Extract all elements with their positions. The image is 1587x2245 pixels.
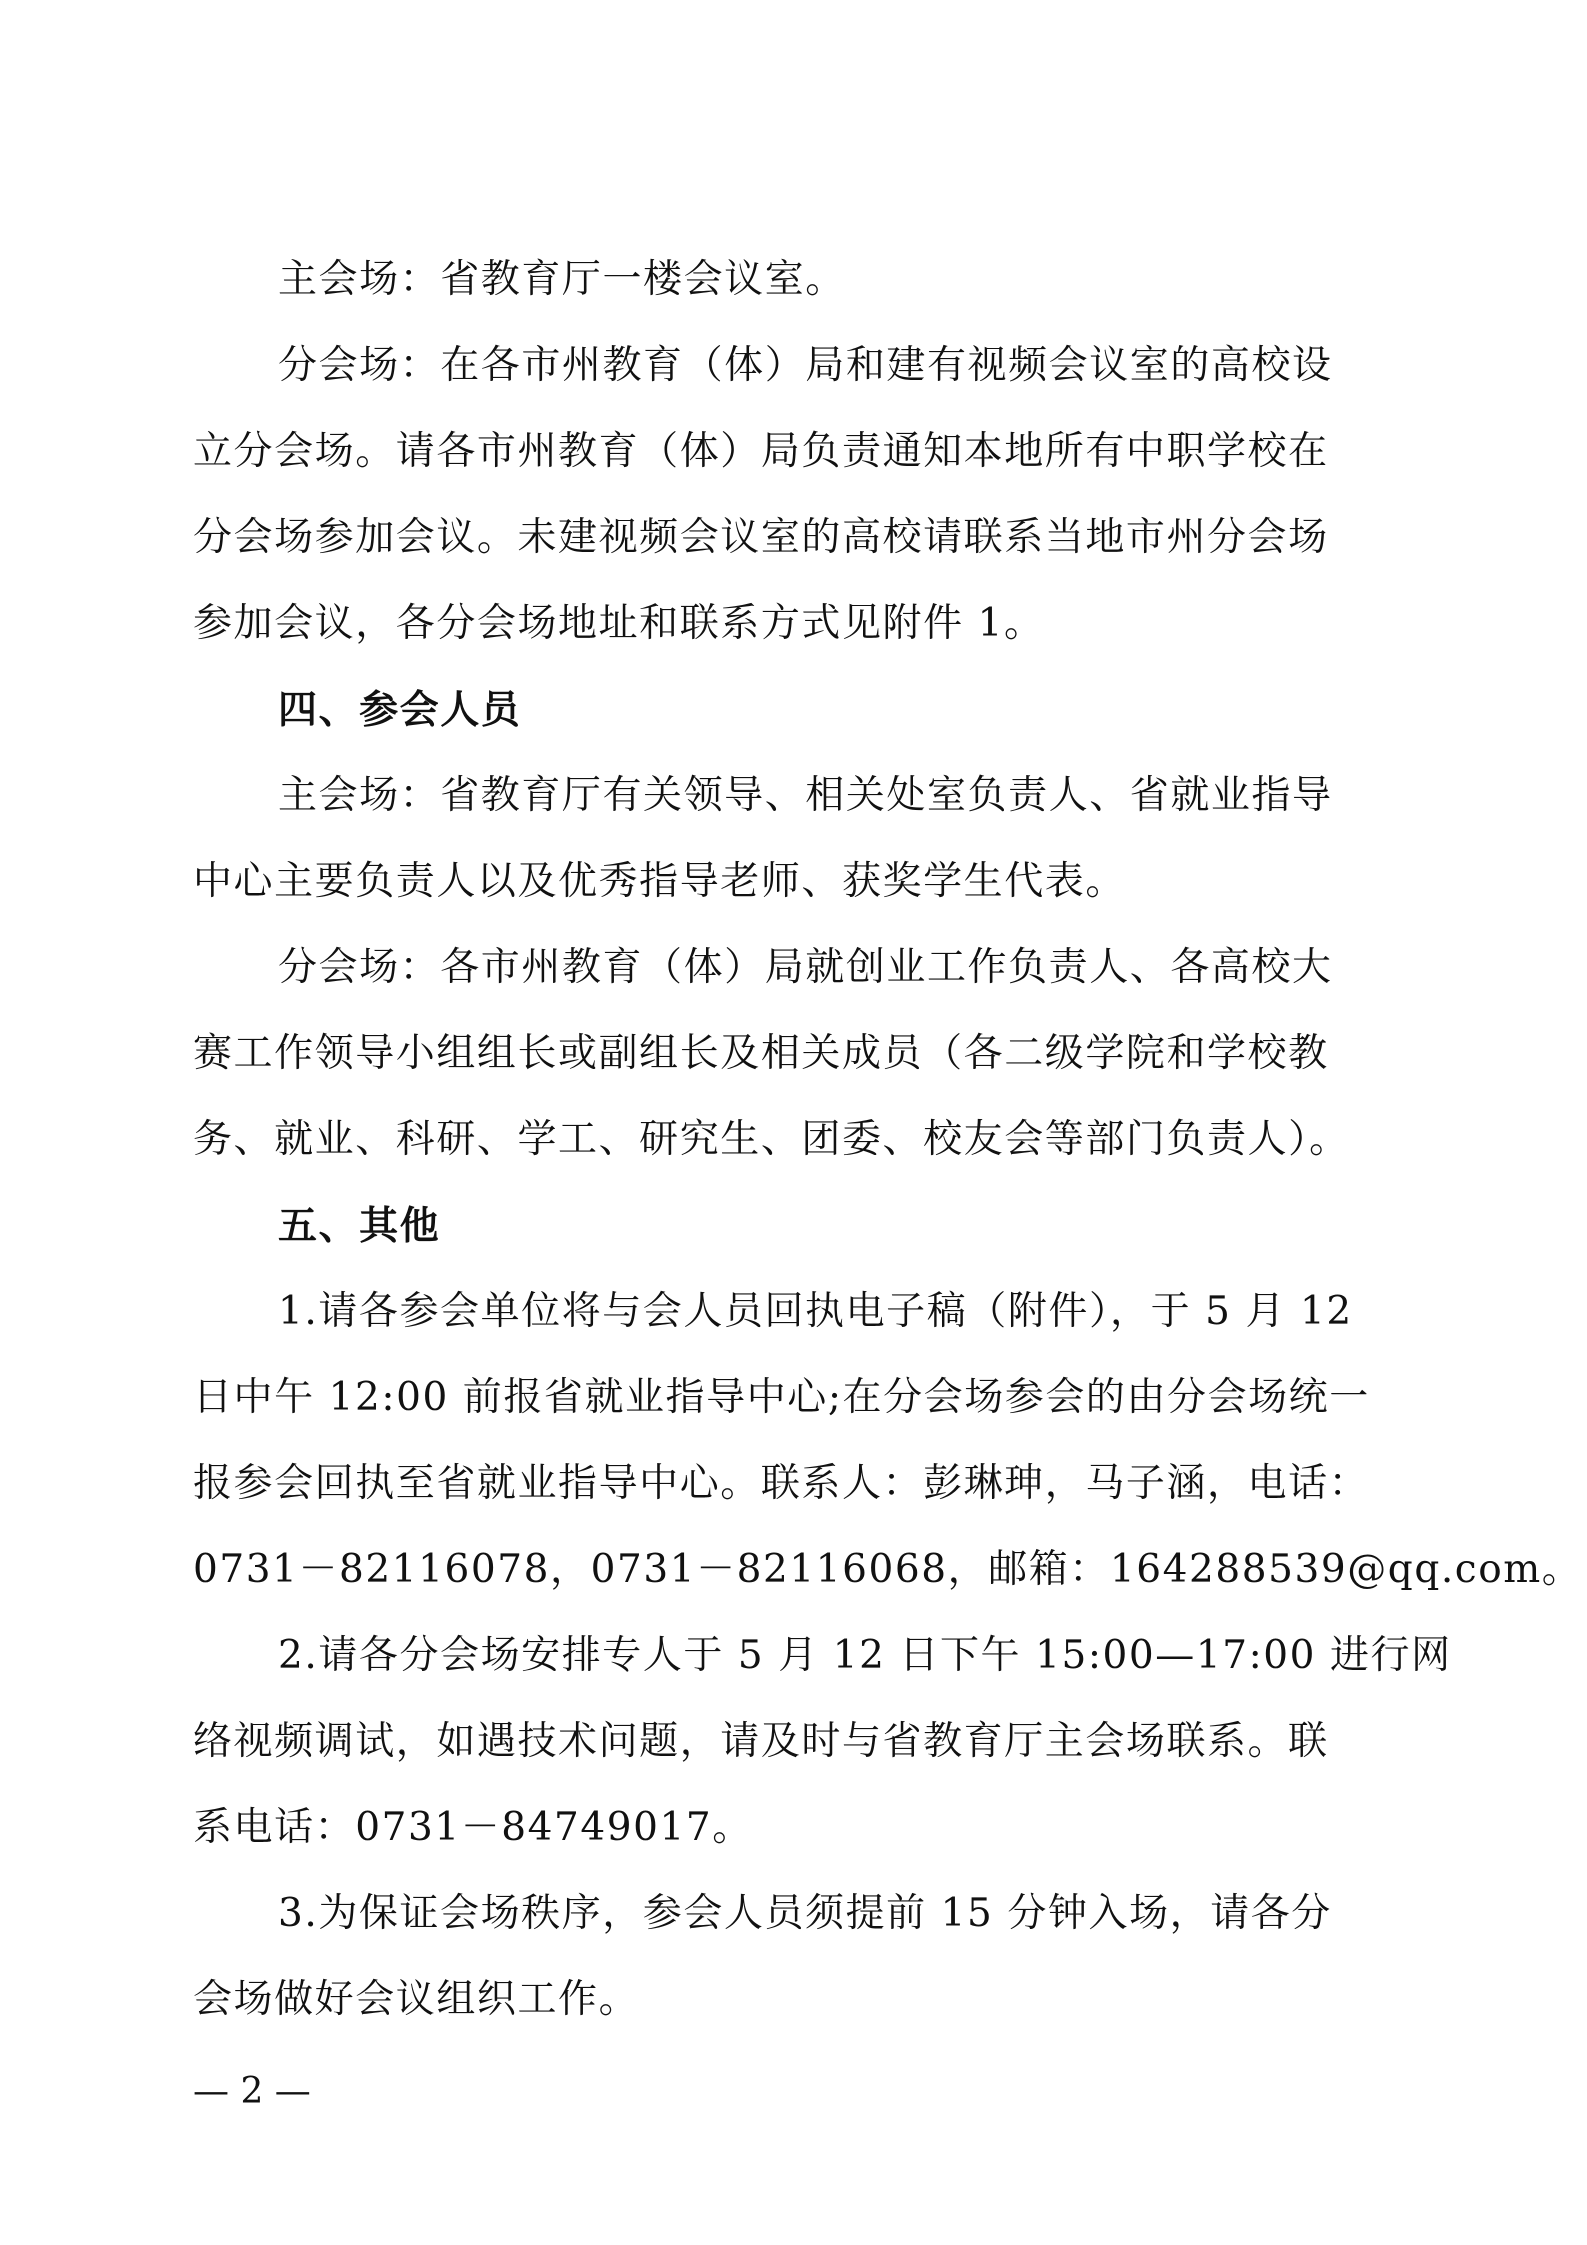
paragraph-line: 赛工作领导小组组长或副组长及相关成员（各二级学院和学校教 [193, 1031, 1329, 1076]
paragraph-line: 参加会议，各分会场地址和联系方式见附件 1。 [193, 601, 1045, 646]
paragraph-line: 中心主要负责人以及优秀指导老师、获奖学生代表。 [193, 859, 1126, 904]
section-heading: 五、其他 [278, 1203, 441, 1249]
paragraph-line: 络视频调试，如遇技术问题，请及时与省教育厅主会场联系。联 [193, 1719, 1329, 1764]
paragraph-line: 报参会回执至省就业指导中心。联系人：彭琳珅，马子涵，电话： [193, 1461, 1370, 1506]
paragraph-line: 2.请各分会场安排专人于 5 月 12 日下午 15:00—17:00 进行网 [278, 1633, 1452, 1678]
paragraph-line: 分会场：在各市州教育（体）局和建有视频会议室的高校设 [278, 343, 1333, 388]
paragraph-line: 立分会场。请各市州教育（体）局负责通知本地所有中职学校在 [193, 429, 1329, 474]
paragraph-line: 务、就业、科研、学工、研究生、团委、校友会等部门负责人）。 [193, 1117, 1350, 1162]
page-number: — 2 — [193, 2071, 311, 2112]
paragraph-line: 主会场：省教育厅一楼会议室。 [278, 257, 846, 302]
paragraph-line: 日中午 12:00 前报省就业指导中心;在分会场参会的由分会场统一 [193, 1375, 1370, 1420]
paragraph-line: 系电话：0731－84749017。 [193, 1805, 753, 1850]
paragraph-line: 1.请各参会单位将与会人员回执电子稿（附件），于 5 月 12 [278, 1289, 1353, 1334]
paragraph-line: 分会场参加会议。未建视频会议室的高校请联系当地市州分会场 [193, 515, 1329, 560]
document-body [193, 237, 1583, 2043]
paragraph-line: 0731－82116078，0731－82116068，邮箱：164288539@qq.com。 [193, 1547, 1583, 1592]
paragraph-line: 主会场：省教育厅有关领导、相关处室负责人、省就业指导 [278, 773, 1333, 818]
section-heading: 四、参会人员 [278, 687, 522, 733]
paragraph-line: 3.为保证会场秩序，参会人员须提前 15 分钟入场，请各分 [278, 1891, 1332, 1936]
paragraph-line: 分会场：各市州教育（体）局就创业工作负责人、各高校大 [278, 945, 1333, 990]
paragraph-line: 会场做好会议组织工作。 [193, 1977, 640, 2022]
